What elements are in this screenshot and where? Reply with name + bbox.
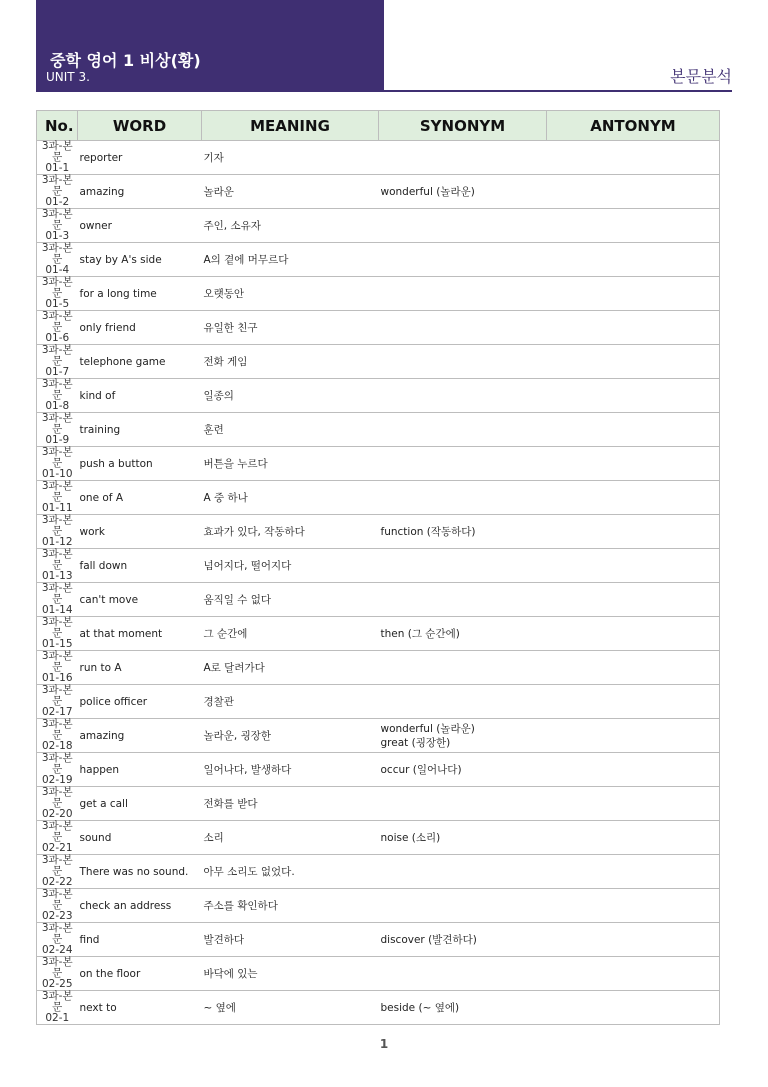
synonym-cell bbox=[379, 583, 547, 617]
word-cell: amazing bbox=[78, 175, 202, 209]
synonym-cell bbox=[379, 651, 547, 685]
synonym-cell bbox=[379, 243, 547, 277]
synonym-cell: discover (발견하다) bbox=[379, 923, 547, 957]
row-number-cell bbox=[37, 787, 78, 821]
antonym-cell bbox=[547, 549, 720, 583]
row-number-cell bbox=[37, 379, 78, 413]
antonym-cell bbox=[547, 889, 720, 923]
word-cell: happen bbox=[78, 753, 202, 787]
row-index-label: 02-23 bbox=[41, 910, 73, 922]
synonym-cell bbox=[379, 889, 547, 923]
antonym-cell bbox=[547, 141, 720, 175]
word-cell: reporter bbox=[78, 141, 202, 175]
row-index-label: 01-12 bbox=[41, 536, 73, 548]
row-number-cell bbox=[37, 855, 78, 889]
meaning-cell: 유일한 친구 bbox=[202, 311, 379, 345]
synonym-cell: then (그 순간에) bbox=[379, 617, 547, 651]
table-row bbox=[37, 583, 720, 617]
table-row bbox=[37, 753, 720, 787]
row-index-label: 01-3 bbox=[45, 230, 70, 242]
row-number-cell bbox=[37, 209, 78, 243]
word-cell: find bbox=[78, 923, 202, 957]
word-cell: sound bbox=[78, 821, 202, 855]
meaning-cell: 바닥에 있는 bbox=[202, 957, 379, 991]
word-cell: get a call bbox=[78, 787, 202, 821]
table-row bbox=[37, 209, 720, 243]
meaning-cell: 훈련 bbox=[202, 413, 379, 447]
antonym-cell bbox=[547, 617, 720, 651]
word-cell: only friend bbox=[78, 311, 202, 345]
antonym-cell bbox=[547, 447, 720, 481]
row-lesson-label: 3과-본문 bbox=[41, 616, 73, 639]
row-lesson-label: 3과-본문 bbox=[41, 956, 73, 979]
meaning-cell: A 중 하나 bbox=[202, 481, 379, 515]
antonym-cell bbox=[547, 787, 720, 821]
synonym-cell: noise (소리) bbox=[379, 821, 547, 855]
synonym-cell bbox=[379, 787, 547, 821]
row-lesson-label: 3과-본문 bbox=[41, 922, 73, 945]
meaning-cell: 일어나다, 발생하다 bbox=[202, 753, 379, 787]
column-header-synonym: SYNONYM bbox=[379, 111, 547, 141]
meaning-cell: 효과가 있다, 작동하다 bbox=[202, 515, 379, 549]
row-lesson-label: 3과-본문 bbox=[41, 310, 73, 333]
word-cell: fall down bbox=[78, 549, 202, 583]
row-number-cell bbox=[37, 141, 78, 175]
row-index-label: 01-14 bbox=[41, 604, 73, 616]
row-lesson-label: 3과-본문 bbox=[41, 208, 73, 231]
meaning-cell: ~ 옆에 bbox=[202, 991, 379, 1025]
antonym-cell bbox=[547, 209, 720, 243]
word-cell: training bbox=[78, 413, 202, 447]
table-row bbox=[37, 787, 720, 821]
synonym-cell bbox=[379, 141, 547, 175]
section-label: 본문분석 bbox=[670, 67, 732, 86]
meaning-cell: 일종의 bbox=[202, 379, 379, 413]
antonym-cell bbox=[547, 345, 720, 379]
row-index-label: 02-24 bbox=[41, 944, 73, 956]
table-row bbox=[37, 889, 720, 923]
row-number-cell bbox=[37, 617, 78, 651]
table-row bbox=[37, 651, 720, 685]
row-lesson-label: 3과-본문 bbox=[41, 718, 73, 741]
header-banner bbox=[36, 0, 384, 92]
synonym-cell: function (작동하다) bbox=[379, 515, 547, 549]
meaning-cell: 기자 bbox=[202, 141, 379, 175]
meaning-cell: 놀라운, 굉장한 bbox=[202, 719, 379, 753]
word-cell: stay by A's side bbox=[78, 243, 202, 277]
synonym-cell bbox=[379, 685, 547, 719]
row-index-label: 01-2 bbox=[45, 196, 70, 208]
word-cell: amazing bbox=[78, 719, 202, 753]
row-index-label: 01-5 bbox=[45, 298, 70, 310]
word-cell: one of A bbox=[78, 481, 202, 515]
synonym-cell: occur (일어나다) bbox=[379, 753, 547, 787]
row-lesson-label: 3과-본문 bbox=[41, 548, 73, 571]
meaning-cell: 움직일 수 없다 bbox=[202, 583, 379, 617]
row-lesson-label: 3과-본문 bbox=[41, 344, 73, 367]
synonym-cell bbox=[379, 957, 547, 991]
column-header-meaning: MEANING bbox=[202, 111, 379, 141]
meaning-cell: 그 순간에 bbox=[202, 617, 379, 651]
table-row bbox=[37, 243, 720, 277]
row-number-cell bbox=[37, 583, 78, 617]
row-number-cell bbox=[37, 821, 78, 855]
row-number-cell bbox=[37, 923, 78, 957]
row-index-label: 02-17 bbox=[41, 706, 73, 718]
row-index-label: 01-6 bbox=[45, 332, 70, 344]
table-row bbox=[37, 617, 720, 651]
antonym-cell bbox=[547, 583, 720, 617]
row-index-label: 01-16 bbox=[41, 672, 73, 684]
word-cell: on the floor bbox=[78, 957, 202, 991]
row-lesson-label: 3과-본문 bbox=[41, 888, 73, 911]
row-index-label: 01-9 bbox=[45, 434, 70, 446]
antonym-cell bbox=[547, 243, 720, 277]
synonym-cell bbox=[379, 345, 547, 379]
table-row bbox=[37, 957, 720, 991]
row-number-cell bbox=[37, 651, 78, 685]
antonym-cell bbox=[547, 277, 720, 311]
table-row bbox=[37, 515, 720, 549]
row-number-cell bbox=[37, 345, 78, 379]
row-index-label: 01-7 bbox=[45, 366, 70, 378]
row-index-label: 01-10 bbox=[41, 468, 73, 480]
row-lesson-label: 3과-본문 bbox=[41, 276, 73, 299]
row-lesson-label: 3과-본문 bbox=[41, 140, 73, 163]
row-index-label: 02-18 bbox=[41, 740, 73, 752]
table-row bbox=[37, 719, 720, 753]
row-number-cell bbox=[37, 753, 78, 787]
antonym-cell bbox=[547, 991, 720, 1025]
synonym-cell bbox=[379, 209, 547, 243]
row-number-cell bbox=[37, 991, 78, 1025]
synonym-cell bbox=[379, 413, 547, 447]
synonym-cell: wonderful (놀라운) great (굉장한) bbox=[379, 719, 547, 753]
table-row bbox=[37, 311, 720, 345]
table-row bbox=[37, 549, 720, 583]
row-number-cell bbox=[37, 685, 78, 719]
meaning-cell: 전화를 받다 bbox=[202, 787, 379, 821]
row-lesson-label: 3과-본문 bbox=[41, 514, 73, 537]
row-index-label: 02-1 bbox=[45, 1012, 70, 1024]
table-row bbox=[37, 685, 720, 719]
meaning-cell: 놀라운 bbox=[202, 175, 379, 209]
row-index-label: 01-13 bbox=[41, 570, 73, 582]
word-cell: run to A bbox=[78, 651, 202, 685]
row-index-label: 01-15 bbox=[41, 638, 73, 650]
meaning-cell: 전화 게임 bbox=[202, 345, 379, 379]
row-number-cell bbox=[37, 175, 78, 209]
meaning-cell: 소리 bbox=[202, 821, 379, 855]
antonym-cell bbox=[547, 821, 720, 855]
antonym-cell bbox=[547, 515, 720, 549]
antonym-cell bbox=[547, 175, 720, 209]
word-cell: kind of bbox=[78, 379, 202, 413]
synonym-cell bbox=[379, 379, 547, 413]
table-row bbox=[37, 175, 720, 209]
synonym-cell bbox=[379, 549, 547, 583]
meaning-cell: 발견하다 bbox=[202, 923, 379, 957]
word-cell: next to bbox=[78, 991, 202, 1025]
synonym-cell: beside (~ 옆에) bbox=[379, 991, 547, 1025]
row-lesson-label: 3과-본문 bbox=[41, 684, 73, 707]
column-header-antonym: ANTONYM bbox=[547, 111, 720, 141]
row-number-cell bbox=[37, 719, 78, 753]
antonym-cell bbox=[547, 413, 720, 447]
word-cell: owner bbox=[78, 209, 202, 243]
meaning-cell: 아무 소리도 없었다. bbox=[202, 855, 379, 889]
synonym-cell bbox=[379, 311, 547, 345]
row-number-cell bbox=[37, 413, 78, 447]
antonym-cell bbox=[547, 855, 720, 889]
meaning-cell: 넘어지다, 떨어지다 bbox=[202, 549, 379, 583]
meaning-cell: 경찰관 bbox=[202, 685, 379, 719]
row-index-label: 02-25 bbox=[41, 978, 73, 990]
antonym-cell bbox=[547, 923, 720, 957]
table-row bbox=[37, 277, 720, 311]
table-row bbox=[37, 923, 720, 957]
word-cell: work bbox=[78, 515, 202, 549]
row-lesson-label: 3과-본문 bbox=[41, 752, 73, 775]
header-divider bbox=[384, 90, 732, 92]
row-number-cell bbox=[37, 243, 78, 277]
row-lesson-label: 3과-본문 bbox=[41, 650, 73, 673]
row-number-cell bbox=[37, 277, 78, 311]
table-row bbox=[37, 855, 720, 889]
row-lesson-label: 3과-본문 bbox=[41, 242, 73, 265]
table-row bbox=[37, 345, 720, 379]
synonym-cell bbox=[379, 481, 547, 515]
row-index-label: 02-21 bbox=[41, 842, 73, 854]
antonym-cell bbox=[547, 379, 720, 413]
row-number-cell bbox=[37, 311, 78, 345]
table-row bbox=[37, 447, 720, 481]
word-cell: police officer bbox=[78, 685, 202, 719]
row-index-label: 01-4 bbox=[45, 264, 70, 276]
meaning-cell: 주소를 확인하다 bbox=[202, 889, 379, 923]
table-row bbox=[37, 379, 720, 413]
row-number-cell bbox=[37, 481, 78, 515]
table-row bbox=[37, 141, 720, 175]
row-lesson-label: 3과-본문 bbox=[41, 820, 73, 843]
table-row bbox=[37, 413, 720, 447]
antonym-cell bbox=[547, 311, 720, 345]
synonym-cell bbox=[379, 277, 547, 311]
word-cell: can't move bbox=[78, 583, 202, 617]
row-lesson-label: 3과-본문 bbox=[41, 990, 73, 1013]
row-number-cell bbox=[37, 549, 78, 583]
row-number-cell bbox=[37, 447, 78, 481]
table-row bbox=[37, 821, 720, 855]
table-row bbox=[37, 481, 720, 515]
row-index-label: 02-19 bbox=[41, 774, 73, 786]
row-index-label: 01-8 bbox=[45, 400, 70, 412]
vocabulary-table bbox=[36, 110, 720, 1025]
row-index-label: 01-11 bbox=[41, 502, 73, 514]
word-cell: for a long time bbox=[78, 277, 202, 311]
column-header-no: No. bbox=[37, 111, 78, 141]
meaning-cell: 주인, 소유자 bbox=[202, 209, 379, 243]
meaning-cell: 버튼을 누르다 bbox=[202, 447, 379, 481]
row-lesson-label: 3과-본문 bbox=[41, 582, 73, 605]
antonym-cell bbox=[547, 957, 720, 991]
word-cell: push a button bbox=[78, 447, 202, 481]
column-header-word: WORD bbox=[78, 111, 202, 141]
antonym-cell bbox=[547, 719, 720, 753]
meaning-cell: A의 곁에 머무르다 bbox=[202, 243, 379, 277]
page-number: 1 bbox=[379, 1037, 389, 1051]
row-number-cell bbox=[37, 515, 78, 549]
word-cell: There was no sound. bbox=[78, 855, 202, 889]
row-index-label: 01-1 bbox=[45, 162, 70, 174]
unit-label: UNIT 3. bbox=[46, 70, 90, 84]
meaning-cell: A로 달려가다 bbox=[202, 651, 379, 685]
synonym-cell bbox=[379, 855, 547, 889]
word-cell: telephone game bbox=[78, 345, 202, 379]
table-row bbox=[37, 991, 720, 1025]
row-lesson-label: 3과-본문 bbox=[41, 480, 73, 503]
word-cell: check an address bbox=[78, 889, 202, 923]
row-lesson-label: 3과-본문 bbox=[41, 378, 73, 401]
document-title: 중학 영어 1 비상(황) bbox=[50, 51, 201, 70]
row-index-label: 02-20 bbox=[41, 808, 73, 820]
antonym-cell bbox=[547, 481, 720, 515]
table-header-row bbox=[37, 111, 720, 141]
row-lesson-label: 3과-본문 bbox=[41, 174, 73, 197]
row-lesson-label: 3과-본문 bbox=[41, 854, 73, 877]
antonym-cell bbox=[547, 753, 720, 787]
antonym-cell bbox=[547, 651, 720, 685]
antonym-cell bbox=[547, 685, 720, 719]
meaning-cell: 오랫동안 bbox=[202, 277, 379, 311]
row-lesson-label: 3과-본문 bbox=[41, 786, 73, 809]
synonym-cell: wonderful (놀라운) bbox=[379, 175, 547, 209]
word-cell: at that moment bbox=[78, 617, 202, 651]
synonym-cell bbox=[379, 447, 547, 481]
row-lesson-label: 3과-본문 bbox=[41, 412, 73, 435]
row-lesson-label: 3과-본문 bbox=[41, 446, 73, 469]
row-index-label: 02-22 bbox=[41, 876, 73, 888]
row-number-cell bbox=[37, 957, 78, 991]
row-number-cell bbox=[37, 889, 78, 923]
